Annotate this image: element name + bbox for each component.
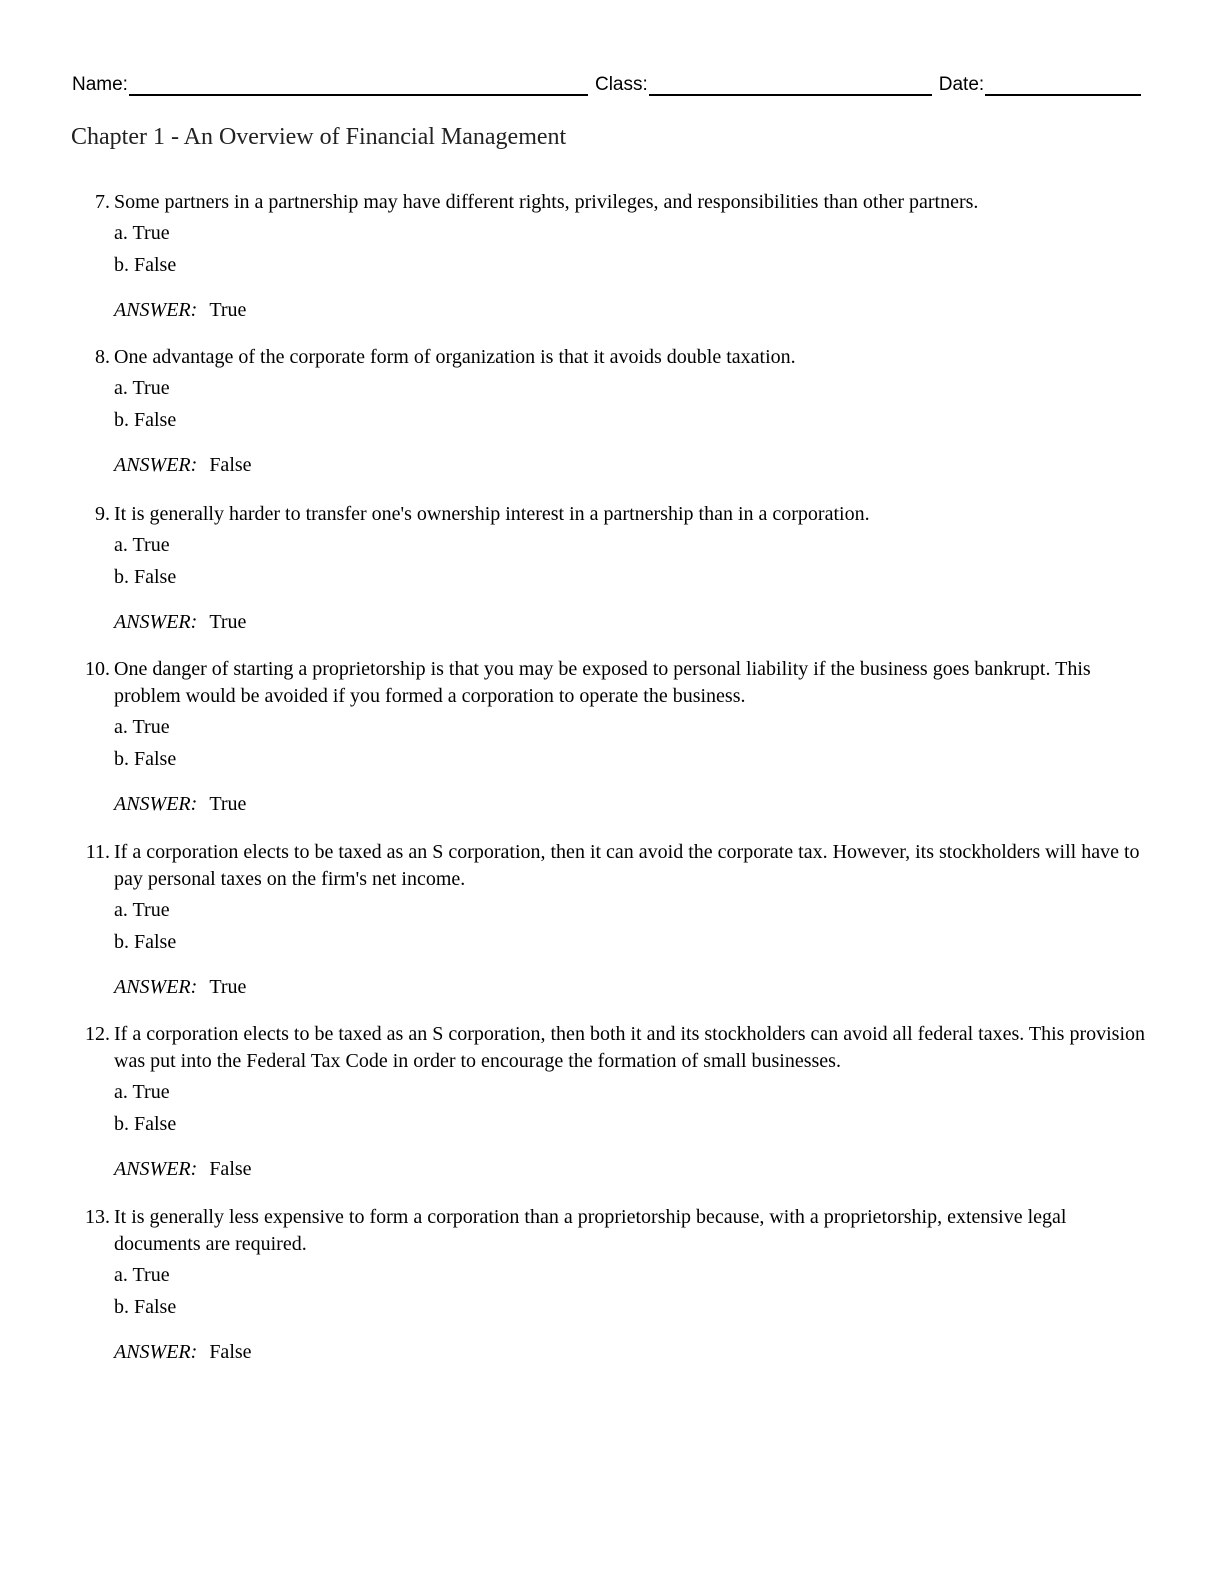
answer-label: ANSWER: [114,1341,198,1363]
answer-label: ANSWER: [114,1158,198,1180]
answer-value: False [209,454,252,476]
chapter-title: Chapter 1 - An Overview of Financial Management [71,124,567,150]
answer-value: True [209,793,247,815]
name-label: Name: [72,74,128,95]
answer-label: ANSWER: [114,793,198,815]
name-field [72,72,588,96]
question-item [72,1204,1152,1366]
date-field [939,72,1141,96]
answer-value: True [209,976,247,998]
question-text: One danger of starting a proprietorship is that you may be exposed to personal liability if the business goes bankrupt. This problem would be avoided if you formed a corporation to operate the business. [114,658,1091,707]
option-false: b. False [114,566,177,588]
answer-value: True [209,299,247,321]
question-item [72,839,1152,1001]
question-number: 9. [95,503,110,525]
option-false: b. False [114,748,177,770]
answer-label: ANSWER: [114,299,198,321]
question-item [72,189,1152,324]
question-text: If a corporation elects to be taxed as an S corporation, then both it and its stockholders can avoid all federal taxes. This provision was put into the Federal Tax Code in order to encourage the formation of small businesses. [114,1023,1146,1072]
question-number: 7. [95,191,110,213]
answer-value: False [209,1158,252,1180]
date-label: Date: [938,74,985,95]
question-number: 8. [95,346,110,368]
answer-line [114,791,1152,818]
question-text: It is generally less expensive to form a corporation than a proprietorship because, with a proprietorship, extensive legal documents are required. [114,1206,1067,1255]
class-blank-line[interactable] [649,72,932,96]
class-field [595,72,932,96]
option-true: a. True [114,1081,170,1103]
date-blank-line[interactable] [985,72,1141,96]
student-info-header [72,70,1141,96]
option-true: a. True [114,716,170,738]
option-false: b. False [114,1113,177,1135]
question-item [72,656,1152,818]
option-false: b. False [114,931,177,953]
name-blank-line[interactable] [129,72,588,96]
class-label: Class: [594,74,648,95]
answer-label: ANSWER: [114,454,198,476]
question-number: 10. [85,658,110,680]
option-true: a. True [114,377,170,399]
option-true: a. True [114,899,170,921]
option-false: b. False [114,1296,177,1318]
question-number: 12. [85,1023,110,1045]
answer-value: True [209,611,247,633]
question-item [72,344,1152,479]
question-text: One advantage of the corporate form of organization is that it avoids double taxation. [114,346,796,368]
option-false: b. False [114,254,177,276]
answer-line [114,974,1152,1001]
answer-label: ANSWER: [114,976,198,998]
question-number: 11. [85,841,110,863]
question-text: Some partners in a partnership may have different rights, privileges, and responsibilities than other partners. [114,191,979,213]
question-text: If a corporation elects to be taxed as an S corporation, then it can avoid the corporate tax. However, its stockholders will have to pay personal taxes on the firm's net income. [114,841,1140,890]
question-item [72,501,1152,636]
question-number: 13. [85,1206,110,1228]
answer-line [114,1156,1152,1183]
option-true: a. True [114,222,170,244]
option-true: a. True [114,534,170,556]
answer-line [114,1339,1152,1366]
answer-value: False [209,1341,252,1363]
answer-line [114,452,1152,479]
option-true: a. True [114,1264,170,1286]
option-false: b. False [114,409,177,431]
answer-line [114,609,1152,636]
question-item [72,1021,1152,1183]
answer-label: ANSWER: [114,611,198,633]
answer-line [114,297,1152,324]
question-text: It is generally harder to transfer one's ownership interest in a partnership than in a corporation. [114,503,870,525]
